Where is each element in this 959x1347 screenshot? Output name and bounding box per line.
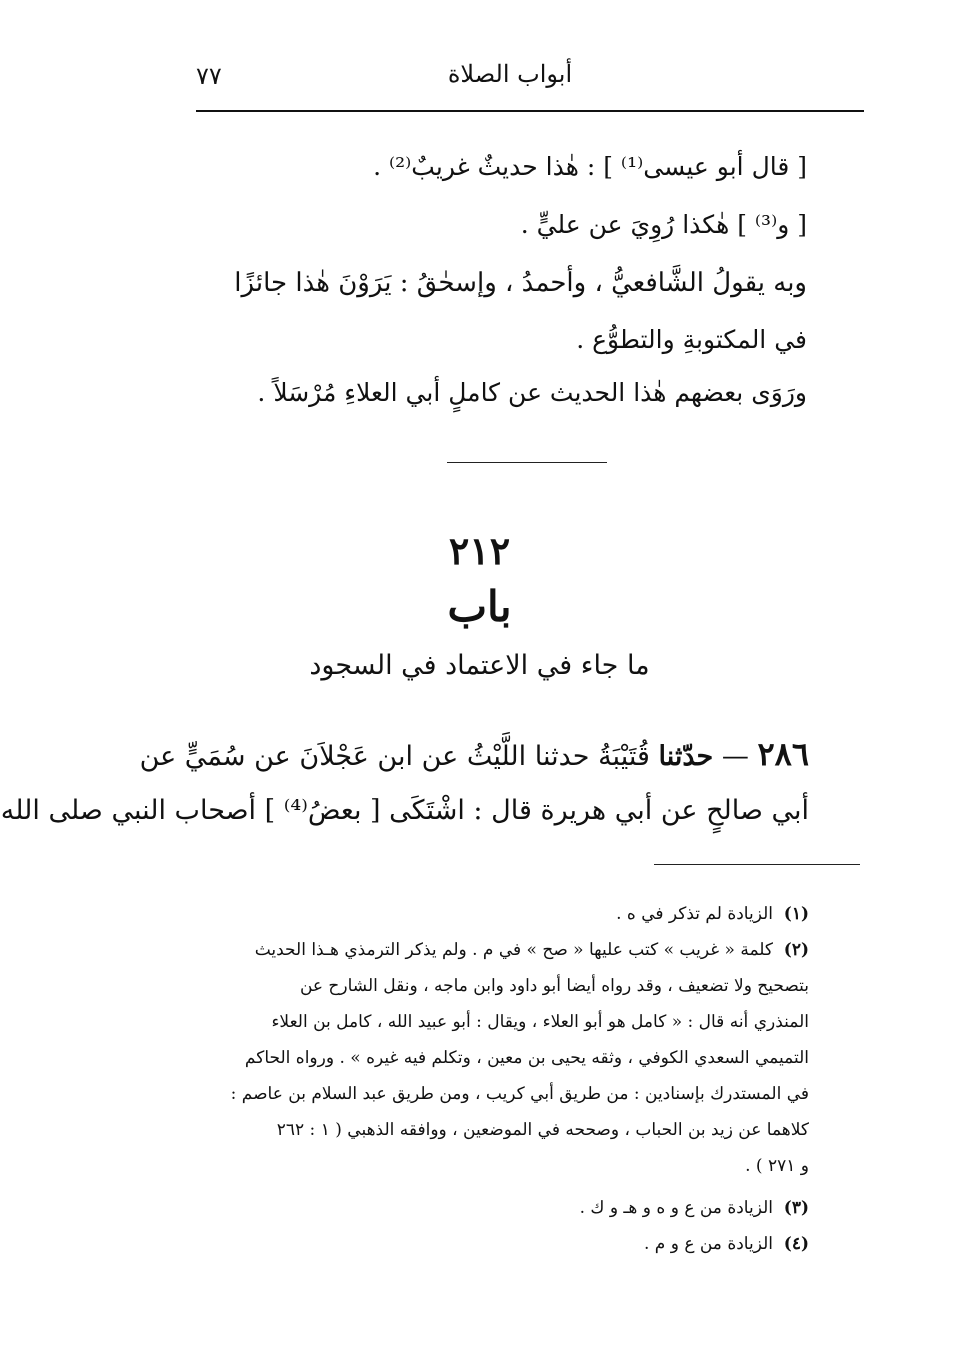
footnote-text: كلمة « غريب » كتب عليها « صح » في م . ولم يذكر الترمذي هـذا الحديث — [254, 940, 773, 960]
page-number: ٧٧ — [196, 62, 222, 90]
body-line: وبه يقولُ الشَّافعيُّ ، وأحمدُ ، وإسحٰقُ : يَرَوْنَ هٰذا جائزًا — [234, 268, 807, 298]
body-line: [ و⁽³⁾ ] هٰكذا رُوِيَ عن عليٍّ . — [520, 210, 807, 239]
section-number: ٢١٢ — [448, 528, 511, 573]
footnote-3 — [192, 1198, 809, 1218]
hadith-lead-word: حدّثنا — [658, 741, 714, 772]
header-rule — [196, 110, 864, 112]
body-line: ورَوَى بعضهم هٰذا الحديث عن كاملٍ أبي العلاءِ مُرْسَلاً . — [257, 378, 807, 407]
hadith-line-1-text: قُتَيْبَةُ حدثنا اللَّيْثُ عن ابن عَجْلاَنَ عن سُمَيٍّ عن — [139, 741, 650, 772]
hadith-line-1 — [139, 735, 809, 773]
footnote-text: الزيادة من ع و م . — [643, 1234, 773, 1254]
footnote-4 — [192, 1234, 809, 1254]
footnote-marker: (٤) — [783, 1234, 809, 1254]
body-line: [ قال أبو عيسى⁽¹⁾ ] : هٰذا حديثٌ غريبٌ⁽²⁾ . — [373, 152, 807, 181]
footnote-marker: (٢) — [783, 940, 809, 960]
footnote-2-line: التميمي السعدي الكوفي ، وثقه يحيى بن معين ، وتكلم فيه غيره » . ورواه الحاكم — [244, 1048, 809, 1068]
footnote-text: الزيادة لم تذكر في ه . — [616, 904, 773, 924]
footnote-1 — [192, 904, 809, 924]
hadith-dash: — — [713, 741, 758, 772]
footnote-text: الزيادة من ع و ه و هـ و ك . — [579, 1198, 773, 1218]
footnote-2-line: المنذري أنه قال : « كامل هو أبو العلاء ، ويقال : أبو عبيد الله ، كامل بن العلاء — [271, 1012, 809, 1032]
section-title: ما جاء في الاعتماد في السجود — [309, 650, 650, 681]
section-divider — [447, 462, 607, 463]
running-header-title: أبواب الصلاة — [447, 60, 573, 88]
body-line: في المكتوبةِ والتطوُّع . — [576, 325, 807, 354]
footnote-marker: (١) — [783, 904, 809, 924]
section-heading-bab: باب — [447, 582, 512, 631]
footnote-2-line: في المستدرك بإسنادين : من طريق أبي كريب ، ومن طريق عبد السلام بن عاصم : — [230, 1084, 809, 1104]
hadith-number: ٢٨٦ — [757, 735, 809, 773]
footnote-rule — [654, 864, 860, 865]
footnote-2 — [192, 940, 809, 960]
footnote-2-line: بتصحيح ولا تضعيف ، وقد رواه أيضا أبو داود وابن ماجه ، ونقل الشارح عن — [299, 976, 809, 996]
hadith-line-2: أبي صالحٍ عن أبي هريرة قال : اشْتَكَى [ بعضُ⁽⁴⁾ ] أصحاب النبي صلى الله — [0, 795, 809, 826]
footnote-marker: (٣) — [783, 1198, 809, 1218]
footnote-2-line: و ٢٧١ ) . — [745, 1156, 809, 1176]
footnote-2-line: كلاهما عن زيد بن الحباب ، وصححه في الموضعين ، ووافقه الذهبي ( ١ : ٢٦٢ — [276, 1120, 809, 1140]
